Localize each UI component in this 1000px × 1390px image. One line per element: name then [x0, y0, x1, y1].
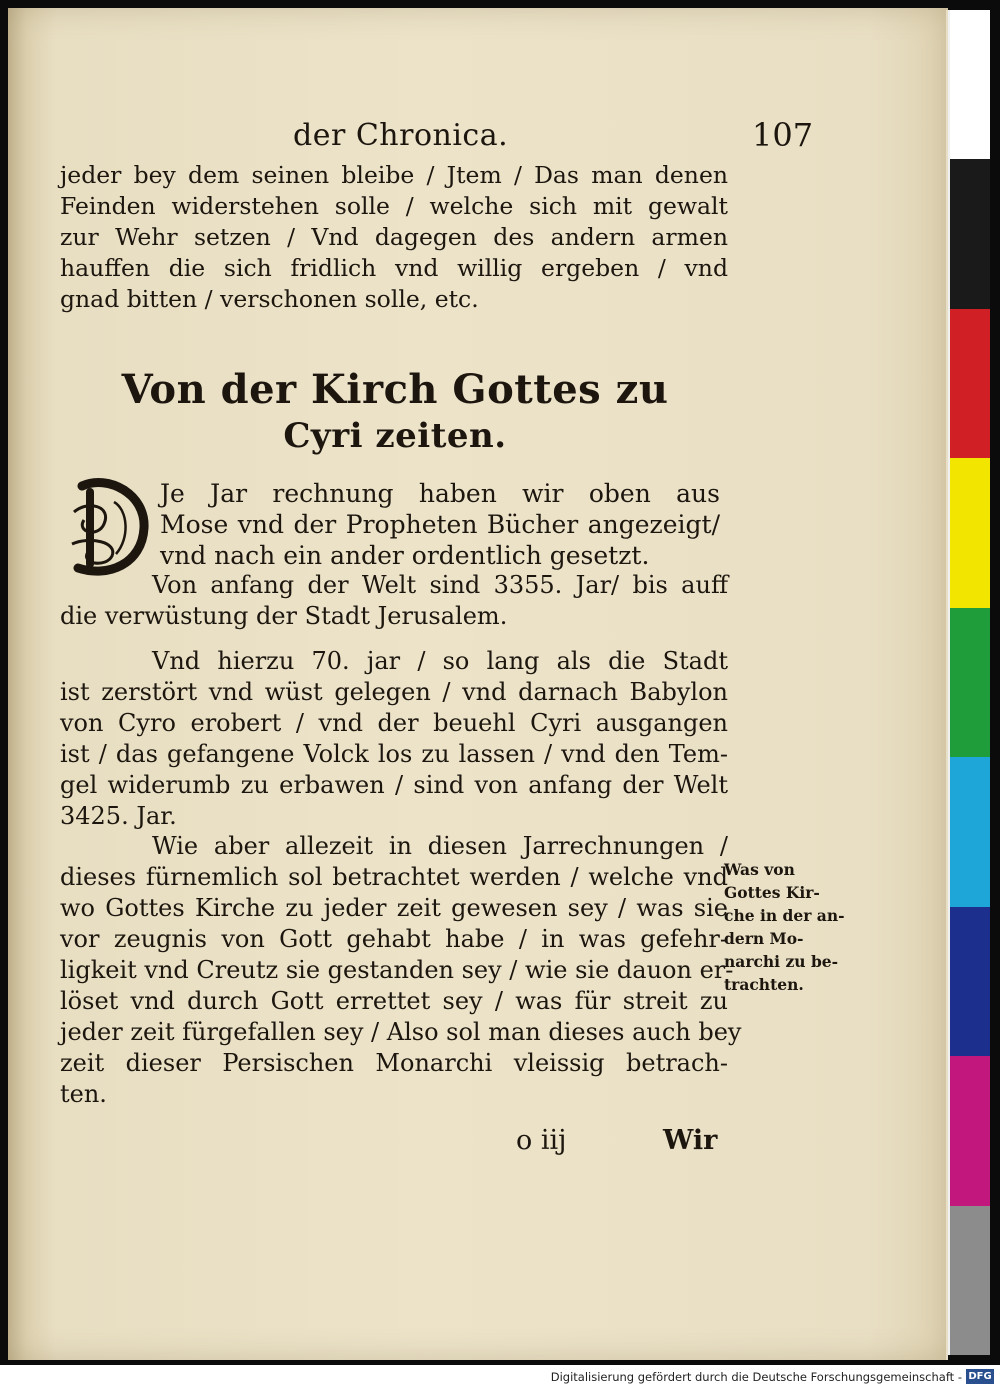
margin-note-line: trachten. — [724, 975, 804, 994]
signature-mark: o iij — [516, 1125, 567, 1156]
text-line: Wie aber allezeit in diesen Jarrechnungen / — [152, 832, 728, 860]
color-patch — [950, 757, 990, 906]
top-paragraph — [60, 160, 728, 315]
text-line: wo Gottes Kirche zu jeder zeit gewesen sey / was sie — [60, 894, 728, 922]
third-paragraph — [60, 831, 742, 1110]
margin-note-line: Was von — [724, 860, 795, 879]
text-line: dieses fürnemlich sol betrachtet werden / welche vnd — [60, 863, 728, 891]
text-line: Je Jar rechnung haben wir oben aus — [160, 479, 720, 508]
credit-text: Digitalisierung gefördert durch die Deutsche Forschungsgemeinschaft - — [550, 1370, 962, 1384]
text-line: Vnd hierzu 70. jar / so lang als die Stadt — [152, 647, 728, 675]
color-patch — [950, 309, 990, 458]
catchword: Wir — [663, 1125, 718, 1156]
second-paragraph — [60, 646, 728, 832]
text-line: gel widerumb zu erbawen / sind von anfang der Welt — [60, 771, 728, 799]
text-line: die verwüstung der Stadt Jerusalem. — [60, 602, 508, 630]
color-patch — [950, 458, 990, 607]
text-line: jeder zeit fürgefallen sey / Also sol man dieses auch bey — [60, 1018, 742, 1046]
text-line: gnad bitten / verschonen solle, etc. — [60, 285, 479, 313]
margin-note-line: dern Mo- — [724, 929, 804, 948]
text-line: löset vnd durch Gott errettet sey / was für streit zu — [60, 987, 728, 1015]
text-line: Mose vnd der Propheten Bücher angezeigt/ — [160, 510, 720, 539]
color-patch — [950, 159, 990, 308]
text-line: hauffen die sich fridlich vnd willig ergeben / vnd — [60, 254, 728, 282]
running-head: der Chronica. — [293, 118, 509, 153]
initial-letter-d — [68, 472, 150, 580]
text-line: Von anfang der Welt sind 3355. Jar/ bis auff — [152, 571, 728, 599]
text-line: vnd nach ein ander ordentlich gesetzt. — [160, 541, 650, 570]
text-line: 3425. Jar. — [60, 802, 177, 830]
section-subheading: Cyri zeiten. — [283, 416, 507, 456]
margin-note-line: Gottes Kir- — [724, 883, 820, 902]
text-line: Feinden widerstehen solle / welche sich mit gewalt — [60, 192, 728, 220]
color-patch — [950, 1056, 990, 1205]
text-line: von Cyro erobert / vnd der beuehl Cyri ausgangen — [60, 709, 728, 737]
first-paragraph-continued — [60, 570, 728, 632]
page-number: 107 — [752, 116, 814, 154]
section-heading: Von der Kirch Gottes zu — [121, 366, 669, 413]
text-line: ten. — [60, 1080, 107, 1108]
dfg-logo[interactable]: DFG — [966, 1369, 994, 1384]
text-line: zeit dieser Persischen Monarchi vleissig betrach- — [60, 1049, 728, 1077]
text-line: ligkeit vnd Creutz sie gestanden sey / wie sie dauon er- — [60, 956, 734, 984]
first-paragraph-indented — [160, 478, 720, 571]
color-patch — [950, 608, 990, 757]
color-patch — [950, 907, 990, 1056]
decorated-initial — [68, 472, 150, 580]
color-calibration-strip — [948, 10, 990, 1355]
color-patch — [950, 10, 990, 159]
credit-bar — [0, 1365, 1000, 1390]
text-line: vor zeugnis von Gott gehabt habe / in was gefehr- — [60, 925, 728, 953]
margin-note-line: che in der an- — [724, 906, 845, 925]
margin-note — [724, 858, 845, 996]
text-line: zur Wehr setzen / Vnd dagegen des andern armen — [60, 223, 728, 251]
color-patch — [950, 1206, 990, 1355]
margin-note-line: narchi zu be- — [724, 952, 839, 971]
text-line: ist zerstört vnd wüst gelegen / vnd darnach Babylon — [60, 678, 728, 706]
text-line: jeder bey dem seinen bleibe / Jtem / Das man denen — [60, 161, 728, 189]
text-line: ist / das gefangene Volck los zu lassen / vnd den Tem- — [60, 740, 728, 768]
